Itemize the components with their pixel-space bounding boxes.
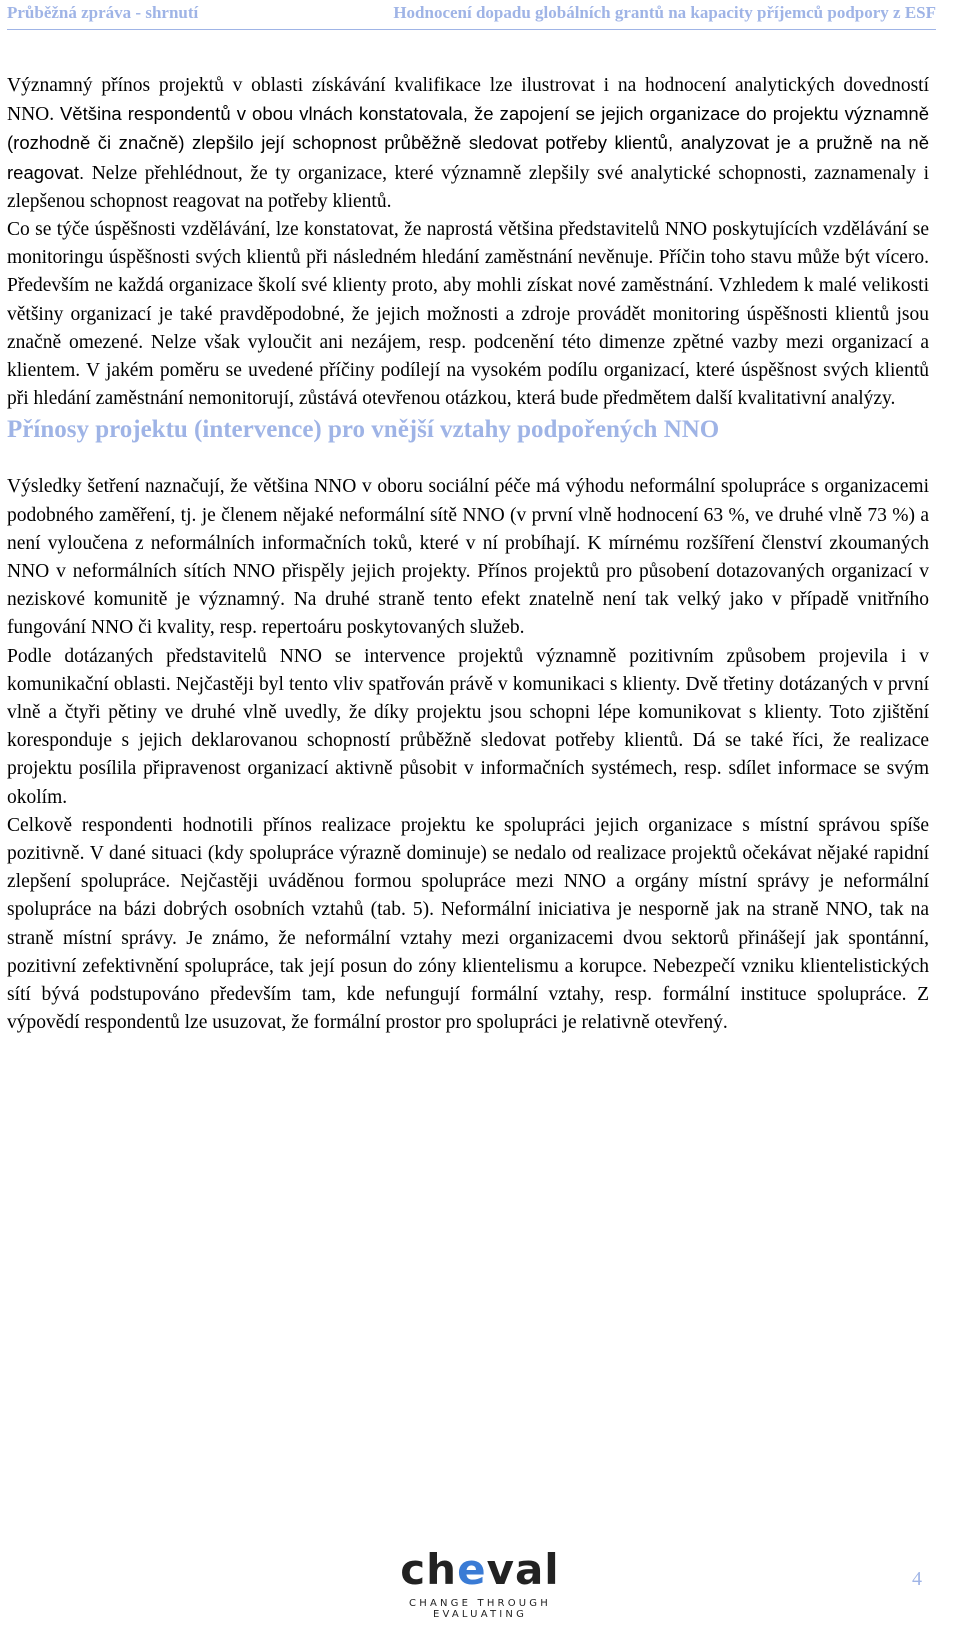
logo-wordmark: cheval: [400, 1545, 560, 1594]
page-number: 4: [912, 1568, 922, 1590]
page-header: [0, 0, 960, 34]
header-document-title: Hodnocení dopadu globálních grantů na kapacity příjemců podpory z ESF: [393, 3, 936, 22]
paragraph-local-administration: Celkově respondenti hodnotili přínos realizace projektu ke spolupráci jejich organizace s místní správou spíše pozitivně. V dané situaci (kdy spolupráce výrazně dominuje) se nedalo od realizace projektů očekávat nějaké rapidní zlepšení spolupráce. Nejčastěji uváděnou formou spolupráce mezi NNO a orgány místní správy je neformální spolupráce na bázi dobrých osobních vztahů (tab. 5). Neformální iniciativa je nesporně jak na straně NNO, tak na straně místní správy. Je známo, že neformální vztahy mezi organizacemi dvou sektorů přinášejí jak spontánní, pozitivní zefektivnění spolupráce, tak její posun do zóny klientelismu a korupce. Nebezpečí vzniku klientelistických sítí bývá podstupováno především tam, kde nefungují formální vztahy, resp. formální instituce spolupráce. Z výpovědí respondentů lze usuzovat, že formální prostor pro spolupráci je relativně otevřený.: [7, 814, 929, 1034]
document-body: [7, 72, 929, 1038]
paragraph-education-success: Co se týče úspěšnosti vzdělávání, lze konstatovat, že naprostá většina představitelů NNO poskytujících vzdělávání se monitoringu úspěšnosti svých klientů při následném hledání zaměstnání nevěnuje. Příčin toho stavu může být vícero. Především ne každá organizace školí své klienty proto, aby mohli získat nové zaměstnání. Vzhledem k malé velikosti většiny organizací je také pravděpodobné, že jejich možnosti a zdroje provádět monitoring úspěšnosti klientů jsou značně omezené. Nelze však vyloučit ani nezájem, resp. podcenění této dimenze zpětné vazby mezi organizací a klientem. V jakém poměru se uvedené příčiny podílejí na vysokém podílu organizací, které úspěšnost svých klientů při hledání zaměstnání nemonitorují, zůstává otevřenou otázkou, která bude předmětem další kvalitativní analýzy.: [7, 219, 929, 410]
section-heading: Přínosy projektu (intervence) pro vnější vztahy podpořených NNO: [7, 416, 720, 444]
paragraph-text-sans: Většina respondentů v obou vlnách konstatovala, že zapojení se jejich organizace do projektu významně (rozhodně či značně) zlepšilo její schopnost průběžně sledovat potřeby klientů, analyzovat je a pružně na ně reagovat.: [7, 103, 929, 183]
cheval-logo: [370, 1546, 590, 1628]
paragraph-communication: Podle dotázaných představitelů NNO se intervence projektů významně pozitivním způsobem projevila i v komunikační oblasti. Nejčastěji byl tento vliv spatřován právě v komunikaci s klienty. Dvě třetiny dotázaných v první vlně a čtyři pětiny ve druhé vlně uvedly, že díky projektu jsou schopni lépe komunikovat s klienty. Toto zjištění koresponduje s jejich deklarovanou schopností průběžně sledovat potřeby klientů. Dá se také říci, že realizace projektu posílila připravenost organizací aktivně působit v informačních systémech, resp. sdílet informace se svým okolím.: [7, 645, 929, 808]
header-report-title: Průběžná zpráva - shrnutí: [7, 3, 199, 22]
paragraph-text: Nelze přehlédnout, že ty organizace, které významně zlepšily své analytické schopnosti, zaznamenaly i zlepšenou schopnost reagovat na potřeby klientů.: [7, 162, 929, 212]
paragraph-informal-networks: Výsledky šetření naznačují, že většina NNO v oboru sociální péče má výhodu neformální spolupráce s organizacemi podobného zaměření, tj. je členem nějaké neformální sítě NNO (v první vlně hodnocení 63 %, ve druhé vlně 73 %) a není vyloučena z neformálních informačních toků, které v ní probíhají. K mírnému rozšíření členství zkoumaných NNO v neformálních sítích NNO přispěly jejich projekty. Přínos projektů pro působení dotazovaných organizací v neziskové komunitě je významný. Na druhé straně tento efekt znatelně není tak velký jako v případě vnitřního fungování NNO či kvality, resp. repertoáru poskytovaných služeb.: [7, 476, 929, 639]
paragraph-analytical-skills: [7, 72, 929, 216]
paragraph-text: Významný přínos projektů v oblasti získávání kvalifikace lze ilustrovat i na hodnocení analytických dovedností NNO.: [7, 75, 929, 126]
logo-tagline: CHANGE THROUGH EVALUATING: [409, 1598, 551, 1620]
header-divider: [7, 29, 936, 30]
